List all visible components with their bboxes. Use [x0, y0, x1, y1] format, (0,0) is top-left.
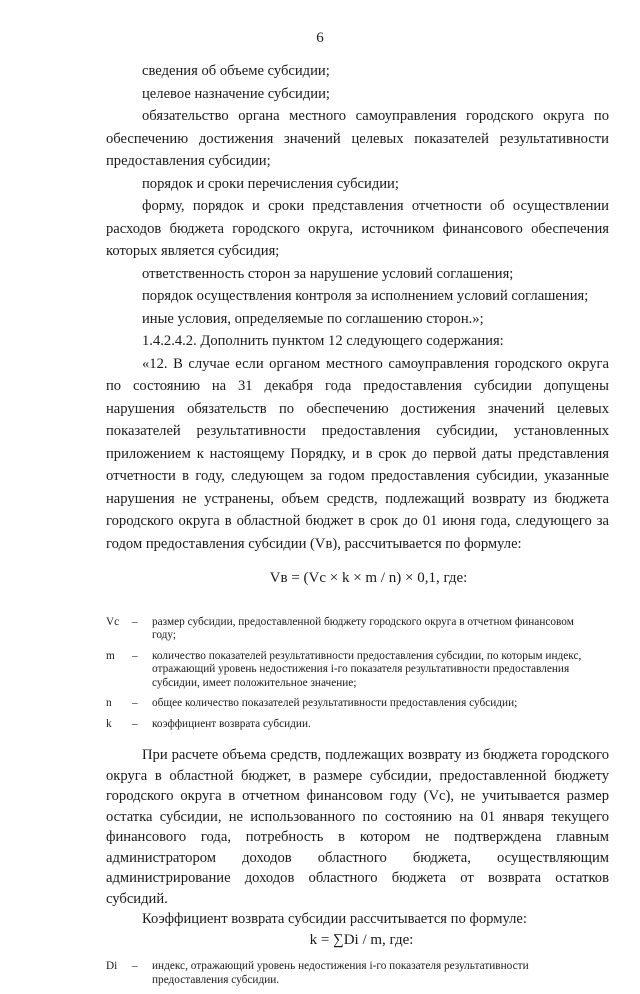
- definition-text: количество показателей результативности предоставления субсидии, по которым индекс, отражающий уровень недостижения i-го показателя результативности предоставления субсидии, имеет положительное значение;: [152, 649, 582, 689]
- definition-dash: –: [132, 697, 138, 709]
- definition-row: [106, 960, 609, 987]
- definition-symbol: m: [106, 649, 115, 662]
- definition-text: общее количество показателей результативности предоставления субсидии;: [152, 697, 518, 709]
- definition-symbol: n: [106, 697, 112, 709]
- list-item: порядок осуществления контроля за исполнением условий соглашения;: [142, 288, 589, 304]
- list-item: порядок и сроки перечисления субсидии;: [142, 175, 399, 192]
- definition-row: [106, 697, 609, 711]
- coefficient-line: Коэффициент возврата субсидии рассчитывается по формуле:: [142, 911, 527, 927]
- list-item: сведения об объеме субсидии;: [142, 63, 330, 79]
- definition-symbol: Vс: [106, 615, 120, 628]
- definition-symbol: k: [106, 717, 112, 730]
- definition-row: [106, 718, 609, 732]
- definitions-list: [106, 616, 609, 732]
- definition-row: [106, 616, 609, 643]
- list-item: ответственность сторон за нарушение условий соглашения;: [142, 265, 514, 282]
- document-body: [106, 60, 609, 994]
- page-number: 6: [316, 30, 324, 46]
- list-item: обязательство органа местного самоуправления городского округа по обеспечению достижения значений целевых показателей результативности предоставления субсидии;: [106, 108, 609, 169]
- definition-dash: –: [132, 960, 138, 972]
- definition-text: коэффициент возврата субсидии.: [152, 717, 311, 730]
- formula-k: k = ∑Di / m, где:: [309, 931, 414, 948]
- return-paragraph: При расчете объема средств, подлежащих возврату из бюджета городского округа в областной бюджет, в размере субсидии, предоставленной бюджету городского округа в отчетном финансовом году (Vс), не учитывается размер остатка субсидии, не использованного по состоянию на 01 января текущего финансового года, потребность в котором не подтверждена главным администратором доходов областного бюджета, осуществляющим администрирование доходов областного бюджета от возврата остатков субсидий.: [106, 747, 609, 907]
- definition-text: размер субсидии, предоставленной бюджету городского округа в отчетном финансовом году;: [152, 615, 574, 641]
- definitions-list-di: [106, 960, 609, 987]
- amendment-line: 1.4.2.4.2. Дополнить пунктом 12 следующего содержания:: [142, 333, 504, 349]
- list-item: форму, порядок и сроки представления отчетности об осуществлении расходов бюджета городского округа, источником финансового обеспечения которых является субсидия;: [106, 198, 609, 259]
- formula-vv: Vв = (Vс × k × m / n) × 0,1, где:: [269, 570, 468, 586]
- definition-dash: –: [132, 615, 138, 628]
- definition-dash: –: [132, 717, 138, 730]
- list-item: иные условия, определяемые по соглашению сторон.»;: [142, 310, 484, 327]
- clause-12: «12. В случае если органом местного самоуправления городского округа по состоянию на 31 декабря года предоставления субсидии допущены нарушения обязательств по обеспечению достижения значений целевых показателей результативности предоставления субсидии, установленных приложением к настоящему Порядку, и в срок до первой даты представления отчетности в году, следующем за годом предоставления субсидии, указанные нарушения не устранены, объем средств, подлежащий возврату из бюджета городского округа в областной бюджет в срок до 01 июня года, следующего за годом предоставления субсидии (Vв), рассчитывается по формуле:: [106, 355, 609, 552]
- definition-dash: –: [132, 649, 138, 662]
- definition-symbol: Di: [106, 960, 118, 972]
- definition-row: [106, 650, 609, 691]
- definition-text: индекс, отражающий уровень недостижения i-го показателя результативности предоставления субсидии.: [152, 960, 529, 986]
- list-item: целевое назначение субсидии;: [142, 85, 330, 102]
- post-definitions-section: [106, 745, 609, 987]
